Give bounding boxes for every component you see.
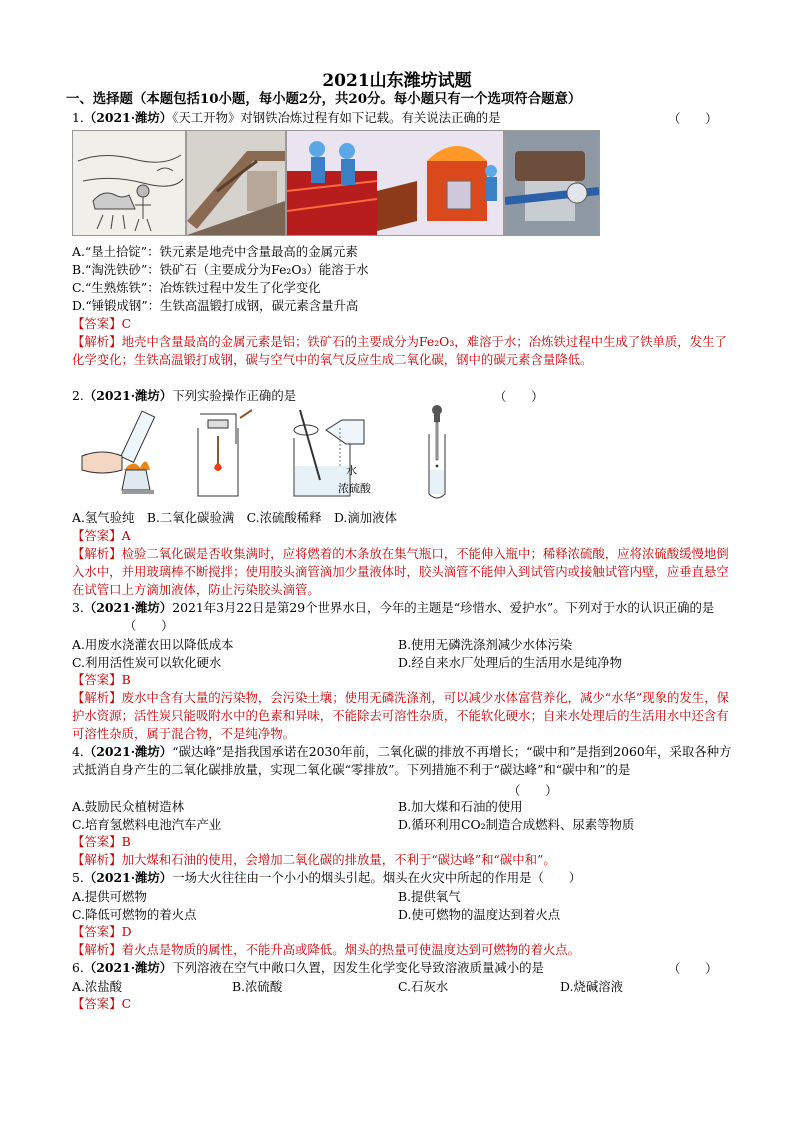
question-3-option-c: C.利用活性炭可以软化硬水 xyxy=(72,655,222,670)
question-6-answer: 【答案】C xyxy=(72,996,132,1011)
q2-figure-a xyxy=(72,404,162,500)
question-5-option-a: A.提供可燃物 xyxy=(72,889,147,904)
question-3-answer: 【答案】B xyxy=(72,672,131,687)
question-3-option-a: A.用废水浇灌农田以降低成本 xyxy=(72,637,234,652)
question-2-answer: 【答案】A xyxy=(72,528,131,543)
question-4-analysis: 【解析】加大煤和石油的使用，会增加二氧化碳的排放量，不利于“碳达峰”和“碳中和”。 xyxy=(72,852,556,867)
question-5-answer: 【答案】D xyxy=(72,924,132,939)
question-1-paren: （ ） xyxy=(668,111,718,126)
question-4-option-b: B.加大煤和石油的使用 xyxy=(398,799,523,814)
question-6-option-b: B.浓硫酸 xyxy=(232,979,283,994)
question-5-option-b: B.提供氧气 xyxy=(398,889,461,904)
question-3-analysis: 【解析】废水中含有大量的污染物，会污染土壤；使用无磷洗涤剂，可以减少水体富营养化，减少“水华”现象的发生，保护水资源；活性炭只能吸附水中的色素和异味，不能除去可溶性杂质，不能软化硬水；自来水处理后的生活用水中还含有可溶性杂质，属于混合物，不是纯净物。 xyxy=(72,690,729,741)
q1-image-forging xyxy=(504,130,600,236)
question-6-option-d: D.烧碱溶液 xyxy=(560,979,623,994)
question-5-stem: 5.（2021·潍坊）一场大火往往由一个小小的烟头引起。烟头在火灾中所起的作用是（ ） xyxy=(72,870,582,885)
question-5-option-d: D.使可燃物的温度达到着火点 xyxy=(398,907,561,922)
question-2-options: A.氢气验纯 B.二氧化碳验满 C.浓硫酸稀释 D.滴加液体 xyxy=(72,510,397,525)
question-6-stem: 6.（2021·潍坊）下列溶液在空气中敞口久置，因发生化学变化导致溶液质量减小的是 xyxy=(72,960,544,975)
question-2-stem: 2.（2021·潍坊）下列实验操作正确的是 xyxy=(72,388,297,403)
question-1-option-a: A.“垦土拾锭”：铁元素是地壳中含量最高的金属元素 xyxy=(72,244,358,259)
q2-label-water: 水 xyxy=(346,464,357,477)
q1-image-farming xyxy=(72,130,186,236)
question-2-analysis: 【解析】检验二氧化碳是否收集满时，应将燃着的木条放在集气瓶口，不能伸入瓶中；稀释浓硫酸，应将浓硫酸缓慢地倒入水中，并用玻璃棒不断搅拌；使用胶头滴管滴加少量液体时，胶头滴管不能伸入到试管内或接触试管内壁，应垂直悬空在试管口上方滴加液体，防止污染胶头滴管。 xyxy=(72,546,729,597)
q2-figure-b xyxy=(190,408,260,500)
question-1-stem: 1.（2021·潍坊）《天工开物》对钢铁冶炼过程有如下记载。有关说法正确的是 xyxy=(72,110,501,125)
page-title: 2021山东潍坊试题 xyxy=(322,71,472,91)
question-5-analysis: 【解析】着火点是物质的属性，不能升高或降低。烟头的热量可使温度达到可燃物的着火点。 xyxy=(72,942,581,957)
question-2-paren: （ ） xyxy=(494,389,544,404)
question-1-option-c: C.“生熟炼铁”：冶炼铁过程中发生了化学变化 xyxy=(72,280,321,295)
q1-image-smelting xyxy=(286,130,504,236)
question-5-option-c: C.降低可燃物的着火点 xyxy=(72,907,197,922)
question-4-paren: （ ） xyxy=(508,783,558,798)
question-6-option-a: A.浓盐酸 xyxy=(72,979,123,994)
question-3-option-b: B.使用无磷洗涤剂减少水体污染 xyxy=(398,637,573,652)
question-6-paren: （ ） xyxy=(668,961,718,976)
question-4-stem: 4.（2021·潍坊）“碳达峰”是指我国承诺在2030年前，二氧化碳的排放不再增长；“碳中和”是指到2060年，采取各种方式抵消自身产生的二氧化碳排放量，实现二氧化碳“零排放”。下列措施不利于“碳达峰”和“碳中和”的是 xyxy=(72,744,732,777)
question-1-answer: 【答案】C xyxy=(72,316,132,331)
question-1-analysis: 【解析】地壳中含量最高的金属元素是铝；铁矿石的主要成分为Fe₂O₃，难溶于水；冶炼铁过程中生成了铁单质，发生了化学变化；生铁高温锻打成钢，碳与空气中的氧气反应生成二氧化碳，钢中的碳元素含量降低。 xyxy=(72,334,727,367)
q2-figure-d xyxy=(422,404,452,502)
question-6-option-c: C.石灰水 xyxy=(398,979,449,994)
question-4-option-d: D.循环利用CO₂制造合成燃料、尿素等物质 xyxy=(398,817,635,832)
question-4-option-a: A.鼓励民众植树造林 xyxy=(72,799,185,814)
question-3-stem: 3.（2021·潍坊）2021年3月22日是第29个世界水日，今年的主题是“珍惜水、爱护水”。下列对于水的认识正确的是（ ） xyxy=(72,600,715,633)
question-4-answer: 【答案】B xyxy=(72,834,131,849)
question-4-option-c: C.培育氢燃料电池汽车产业 xyxy=(72,817,222,832)
question-1-option-b: B.“淘洗铁砂”：铁矿石（主要成分为Fe₂O₃）能溶于水 xyxy=(72,262,369,277)
q1-image-washing xyxy=(186,130,286,236)
question-1-option-d: D.“锤锻成钢”：生铁高温锻打成钢，碳元素含量升高 xyxy=(72,298,359,313)
q2-label-sulfuric-acid: 浓硫酸 xyxy=(338,482,371,495)
question-3-option-d: D.经自来水厂处理后的生活用水是纯净物 xyxy=(398,655,623,670)
section-heading: 一、选择题（本题包括10小题，每小题2分，共20分。每小题只有一个选项符合题意） xyxy=(66,91,582,107)
